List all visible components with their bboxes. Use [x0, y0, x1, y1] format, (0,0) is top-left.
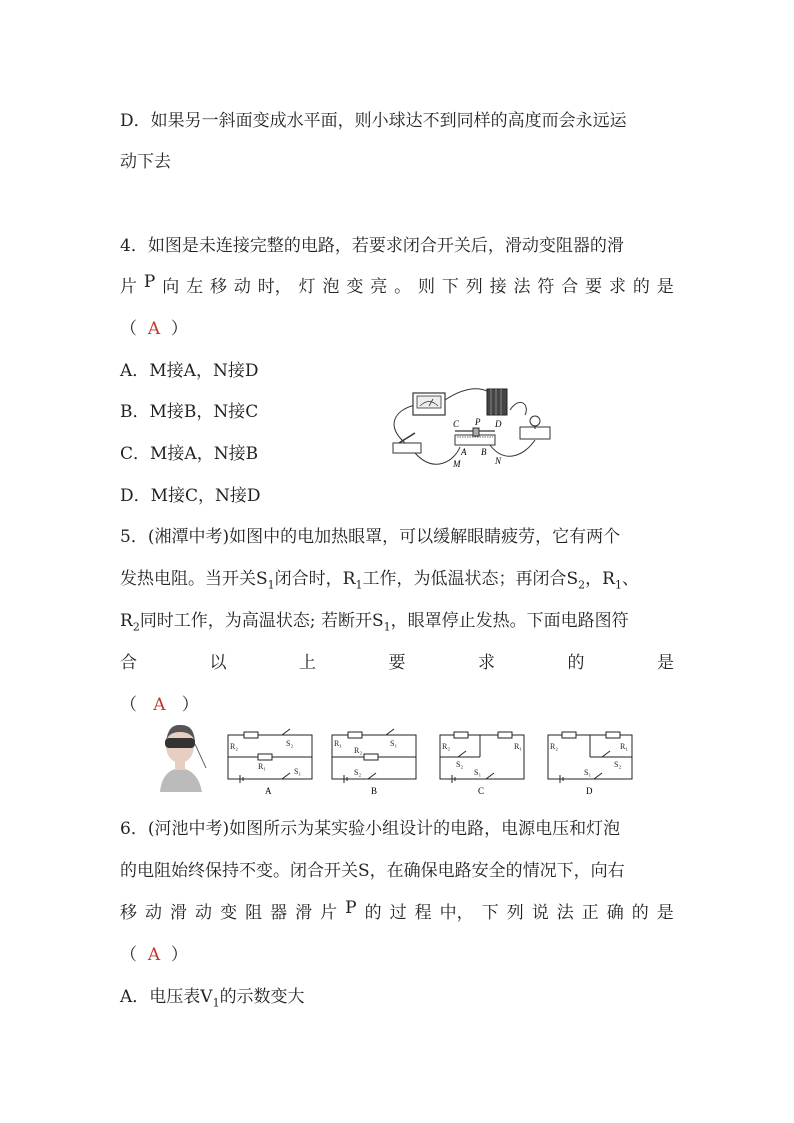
q3-option-d-line1: D．如果另一斜面变成水平面，则小球达不到同样的高度而会永远运 — [120, 111, 627, 131]
q4-stem-word: 合 — [561, 277, 579, 297]
q6-stem-word: 说 — [531, 903, 549, 923]
q6-stem-word: 动 — [195, 903, 213, 923]
q4-option-a: A．M接A，N接D — [120, 361, 259, 381]
q6-stem-word: P — [345, 898, 357, 918]
svg-text:S₂: S₂ — [456, 760, 464, 769]
q5-stem-line3 — [120, 606, 629, 633]
q6-answer-line — [120, 940, 188, 965]
q4-option-d: D．M接C，N接D — [120, 486, 261, 506]
label-p: P — [475, 417, 481, 427]
q6-stem-word: 滑 — [170, 903, 188, 923]
svg-text:S₁: S₁ — [474, 768, 482, 777]
circuit-b — [332, 729, 416, 783]
q4-stem-word: 移 — [209, 277, 227, 297]
label-n: N — [495, 456, 502, 466]
svg-text:R₂: R₂ — [550, 742, 559, 751]
q6-stem-word: 正 — [581, 903, 599, 923]
q6-stem-word: 的 — [631, 903, 649, 923]
svg-text:S₁: S₁ — [390, 739, 398, 748]
q6-option-a — [120, 982, 305, 1009]
q5-stem-word: 的 — [567, 653, 585, 673]
q4-option-c: C．M接A，N接B — [120, 444, 259, 464]
q4-answer-line — [120, 314, 188, 339]
paren-open: （ — [120, 945, 137, 965]
svg-text:S₁: S₁ — [294, 767, 302, 776]
battery-icon — [487, 389, 507, 415]
q5-l2-b: 闭合时，R — [274, 569, 356, 589]
q5-l2-c: 工作，为低温状态；再闭合S — [362, 569, 579, 589]
circuit-label-a: A — [265, 786, 272, 796]
q4-stem-word: 列 — [465, 277, 483, 297]
q6-stem-word: 中， — [439, 903, 474, 923]
q5-figure — [158, 720, 648, 800]
q5-stem-line4 — [120, 648, 674, 673]
q4-stem-word: 向 — [162, 277, 180, 297]
switch-icon — [393, 433, 421, 453]
q4-stem-word: 求 — [608, 277, 626, 297]
q6-stem-word: 动 — [145, 903, 163, 923]
svg-text:S₁: S₁ — [584, 768, 592, 777]
circuit-label-c: C — [478, 786, 485, 796]
svg-text:R₂: R₂ — [442, 742, 451, 751]
label-c: C — [453, 419, 460, 429]
circuit-d — [548, 732, 632, 783]
paren-open: （ — [120, 695, 137, 715]
q5-l2-s2: 2 — [578, 578, 586, 592]
paren-open: （ — [120, 319, 137, 339]
q4-stem-word: 。 — [394, 277, 412, 297]
q6-stem-word: 程 — [414, 903, 432, 923]
circuit-c — [440, 732, 524, 783]
q4-answer: A — [147, 319, 161, 339]
q4-stem-word: 左 — [186, 277, 204, 297]
q5-l3-c: ，眼罩停止发热。下面电路图符 — [390, 611, 629, 631]
q5-stem-word: 要 — [388, 653, 406, 673]
q4-stem-word: 是 — [656, 277, 674, 297]
q5-stem-word: 是 — [657, 653, 674, 673]
q5-l2-e: 、 — [621, 569, 639, 589]
svg-text:S₂: S₂ — [286, 739, 294, 748]
q4-stem-word: 符 — [537, 277, 555, 297]
q4-stem-word: 法 — [513, 277, 531, 297]
q5-stem-word: 求 — [478, 653, 495, 673]
rheostat-icon — [455, 428, 495, 445]
svg-text:R₁: R₁ — [620, 742, 629, 751]
q4-stem-word: 时， — [257, 277, 292, 297]
q6-stem-word: 是 — [656, 903, 674, 923]
paren-close: ） — [170, 319, 188, 339]
q5-stem-line2 — [120, 564, 639, 591]
q6-opt-a-v1: 1 — [212, 996, 220, 1010]
label-b: B — [481, 447, 487, 457]
label-m: M — [453, 459, 461, 469]
q4-stem-word: P — [143, 272, 156, 292]
q6-stem-word: 滑 — [295, 903, 313, 923]
q6-stem-word: 确 — [606, 903, 624, 923]
q3-option-d-line2: 动下去 — [120, 152, 171, 172]
q4-stem-word: 则 — [417, 277, 435, 297]
q4-stem-word: 变 — [346, 277, 364, 297]
label-a: A — [461, 447, 467, 457]
q4-circuit-figure — [385, 385, 560, 470]
q5-l2-d: ，R — [585, 569, 615, 589]
circuit-label-d: D — [586, 786, 593, 796]
q6-stem-word: 片 — [320, 903, 338, 923]
q4-stem-word: 下 — [441, 277, 459, 297]
label-d: D — [495, 419, 502, 429]
svg-text:R₁: R₁ — [334, 739, 343, 748]
q6-stem-word: 的 — [364, 903, 382, 923]
q5-l3-a: R — [120, 611, 133, 631]
q6-stem-line3 — [120, 898, 674, 923]
q4-stem-line1: 4．如图是未连接完整的电路，若要求闭合开关后，滑动变阻器的滑 — [120, 236, 624, 256]
q6-stem-word: 过 — [389, 903, 407, 923]
q4-stem-word: 亮 — [370, 277, 388, 297]
meter-icon — [413, 393, 445, 415]
q6-stem-word: 变 — [220, 903, 238, 923]
eye-mask-photo — [160, 725, 206, 792]
q5-l3-s1: 1 — [383, 620, 391, 634]
q4-stem-word: 片 — [120, 277, 137, 297]
q6-stem-word: 列 — [506, 903, 524, 923]
q4-stem-line2 — [120, 272, 674, 297]
q5-stem-word: 合 — [120, 653, 137, 673]
q5-answer: A — [153, 695, 166, 715]
q6-answer: A — [147, 945, 161, 965]
q5-stem-line1: 5．(湘潭中考)如图中的电加热眼罩，可以缓解眼睛疲劳，它有两个 — [120, 527, 621, 547]
paren-close: ） — [170, 945, 188, 965]
q4-stem-word: 的 — [632, 277, 650, 297]
q4-stem-word: 接 — [489, 277, 507, 297]
q6-stem-word: 移 — [120, 903, 137, 923]
q5-answer-line — [120, 690, 199, 715]
svg-text:R₁: R₁ — [258, 762, 267, 771]
q4-stem-word: 泡 — [322, 277, 340, 297]
q6-stem-word: 法 — [556, 903, 574, 923]
q4-stem-word: 灯 — [298, 277, 316, 297]
q6-opt-a-a: A．电压表V — [120, 987, 213, 1007]
q5-l3-r2: 2 — [132, 620, 140, 634]
q6-opt-a-b: 的示数变大 — [219, 987, 305, 1007]
q4-option-b: B．M接B，N接C — [120, 402, 259, 422]
svg-text:R₂: R₂ — [354, 746, 363, 755]
q6-stem-line1: 6．(河池中考)如图所示为某实验小组设计的电路，电源电压和灯泡 — [120, 819, 621, 839]
q5-stem-word: 以 — [209, 653, 227, 673]
q5-l2-s1: 1 — [267, 578, 275, 592]
paren-close: ） — [181, 695, 199, 715]
circuit-a — [228, 729, 312, 783]
svg-text:R₂: R₂ — [230, 742, 239, 751]
circuit-label-b: B — [371, 786, 378, 796]
q6-stem-word: 器 — [270, 903, 288, 923]
q5-stem-word: 上 — [299, 653, 316, 673]
q6-stem-word: 下 — [481, 903, 499, 923]
q6-stem-word: 阻 — [245, 903, 263, 923]
q5-l3-b: 同时工作，为高温状态; 若断开S — [139, 611, 384, 631]
svg-text:S₂: S₂ — [354, 768, 362, 777]
q4-stem-word: 要 — [585, 277, 603, 297]
q5-l2-r1: 1 — [355, 578, 363, 592]
svg-text:S₂: S₂ — [614, 760, 622, 769]
q4-stem-word: 动 — [233, 277, 251, 297]
q5-l2-a: 发热电阻。当开关S — [120, 569, 268, 589]
q6-stem-line2: 的电阻始终保持不变。闭合开关S，在确保电路安全的情况下，向右 — [120, 861, 625, 881]
lamp-icon — [520, 416, 550, 439]
q5-l2-r1b: 1 — [614, 578, 622, 592]
svg-text:R₁: R₁ — [514, 742, 523, 751]
